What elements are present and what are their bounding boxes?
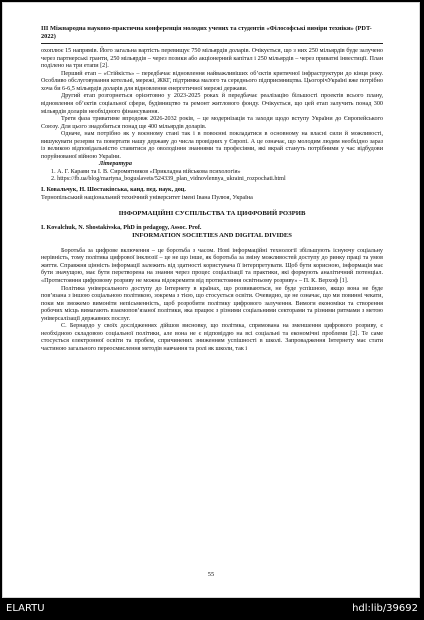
paragraph-top-0: охоплює 15 напрямів. Його загальна вартість перевищує 750 мільярдів доларів. Очікується, що з них 250 мільярдів буде залучено через партнерські гранти, 250 мільярдів – через позики або акціонерний капітал і 250 мільярдів – через приватні інвестиції. План поділено на три етапи [2].: [41, 48, 383, 70]
literature-title: Література: [99, 161, 132, 168]
authors-ua-affiliation: Тернопільський національний технічний університет імені Івана Пулюя, Україна: [41, 194, 253, 201]
page-number: 55: [207, 571, 215, 579]
authors-ua-block: [41, 187, 383, 202]
reference-1: 1. А. Г. Карави та І. В. Сиромятников «Прикладна військова психологія»: [51, 168, 241, 175]
footer-repository-label: ELARTU: [6, 603, 45, 614]
document-page: [2, 2, 420, 598]
article-title-ua: ІНФОРМАЦІЙНІ СУСПІЛЬСТВА ТА ЦИФРОВИЙ РОЗРИВ: [118, 210, 306, 218]
paragraph-body-0: Боротьба за цифрове включення – це боротьба з часом. Нові інформаційні технології збільшують існуючу соціальну нерівність, тому політика цифрової інклюзії – це не що інше, як боротьба за зміну можливостей доступу до ринку праці та умов життя. Справжня цінність інформації залежить від здатності користувача її інтерпретувати. Щоб бути корисною, інформація має бути значущою, має бути перетворена на знання через процес соціалізації та практики, які формують аналітичний потенціал. «Протистояння цифровому розриву не можна відокремити від протистояння освітньому розриву» – П. К. Верхоф [1].: [41, 247, 383, 284]
footer-handle-link[interactable]: hdl:lib/39692: [352, 603, 418, 614]
paragraph-top-4: Одначе, нам потрібно як у воєнному стані так і в повоєнні покладатися в основному на власні сили й можливості, вишукувати резерви та повертати нашу державу до числа провідних у Європі. А це означає, що молодим людям необхідно зараз із великою відповідальністю ставитися до оволодіння знаннями та професіями, які вкрай стануть потрібними у час відбудови поруйнованої війною України.: [41, 131, 383, 160]
reference-2[interactable]: 2. https://fb.ua/blog/martyna_boguslavets/524339_plan_vidnovlennya_ukraini_rozpochati.html: [51, 176, 286, 183]
article-title-en: INFORMATION SOCIETIES AND DIGITAL DIVIDES: [132, 232, 292, 240]
viewer-footer: [0, 598, 424, 620]
header-rule: [41, 43, 383, 44]
conference-header: III Міжнародна науково-практична конференція молодих учених та студентів «Філософські виміри техніки» (PDT-2022): [41, 25, 372, 40]
authors-en: I. Kovalchuk, N. Shostakivska, PhD in pedagogy, Assoc. Prof.: [41, 224, 202, 231]
paragraph-body-2: С. Бернардо у своїх дослідженнях дійшов висновку, що політика, спрямована на зменшення цифрового розриву, є необхідною складовою соціальної політики, але вона не є відповіддю на всі соціальні та економічні проблеми [2]. Те саме стосується електронної освіти та пробем, спричинених зниженням успішності в школі. Запровадження Інтернету має стати частиною загального переосмислення методів навчання та ролі як школи, так і: [41, 323, 383, 352]
paragraph-top-1: Перший етап – «Стійкість» – передбачає відновлення найважливіших об’єктів критичної інфраструктури до кінця року. Особливо обслуговування котельні, мережі, ЖКГ, підтримка малого та середнього підприємництва. ЦьогорічУкраїні вже потрібно хоча би 6-6,5 мільярдів доларів для відновлення енергетичної мережі держави.: [41, 70, 383, 92]
paragraph-top-3: Третя фаза триватиме впродовж 2026-2032 років, – це модернізація та заходи щодо вступу України до Європейського Союзу. Для цього знадобиться понад ще 400 мільярдів доларів.: [41, 116, 383, 130]
paragraph-top-2: Другий етап розгорнеться орієнтовно у 2023-2025 роках й передбачає реалізацію більшості проектів всього плану, відновлення об’єктів соціальної сфери, будівництво та ремонт житлового фонду. Очікується, що цей етап залучить понад 300 мільярдів доларів необхідного фінансування.: [41, 93, 383, 115]
paragraph-body-1: Політика універсального доступу до Інтернету в країнах, що розвиваються, не буде успішною, якщо вона не буде пов’язана з іншою соціальною політикою, зокрема з тією, що стосується освіти. Очевидно, це не означає, що ми повинні чекати, поки ми зможемо вимоніти непісьменність, щоб розробити політику цифрового залучення. Вимоги економіки та створення робочих місць вимагають взаємопов’язаної політики, яка працює з різними соціальними секторами та різними ритмами з метою універсалізації державних послуг.: [41, 285, 383, 322]
authors-ua-names: І. Ковальчук, Н. Шостаківська, канд. пед. наук, доц.: [41, 187, 186, 194]
